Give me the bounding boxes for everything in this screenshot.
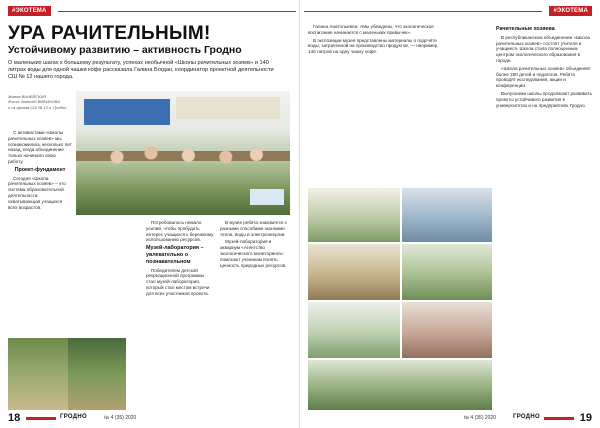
footer-accent-bar: [544, 417, 574, 420]
top-rule: [58, 11, 296, 12]
page-footer: [300, 412, 600, 424]
paragraph: Выпускники школы продолжают развивать проекты устойчивого развития в университетах и на предприятиях Гродно.: [496, 90, 592, 108]
lead-paragraph: О маленьких шагах к большому результату, успехах необычной «Школы рачительных хозяев» и 140 литрах воды для одной чашки кофе рассказала Галина Богдан, координатор проектной деятельности СШ № 12 нашего города.: [8, 60, 274, 81]
photo-sign: [250, 189, 284, 205]
author-credits: [8, 94, 72, 110]
collage-photo: [402, 302, 492, 358]
photo-collage: [308, 188, 492, 410]
paragraph: В экспозиции музея представлены материалы о подсчёте воды, затраченной на производство продуктов, — например, 140 литров на одну чашку кофе.: [308, 37, 439, 55]
students-group: [100, 133, 270, 213]
wall-poster: [84, 99, 170, 125]
footer-accent-bar: [26, 417, 56, 420]
collage-photo: [308, 244, 400, 300]
paragraph: В республиканском объединении «Школа рачительных хозяев» состоят учителя и учащиеся. Школа стала полноценным центром экологического образования в городе.: [496, 34, 590, 63]
issue-number: № 4 (35) 2020: [104, 415, 137, 421]
text-column: [146, 220, 214, 406]
collage-photo: [308, 188, 400, 242]
magazine-name: ГРОДНО: [60, 414, 87, 420]
paragraph: Сегодня «Школа рачительных хозяев» – это система образовательной деятельности, охватывающая учащихся всех возрастов.: [8, 175, 66, 210]
lab-photo: [8, 338, 68, 410]
credit-line: Фото: Алексей ВИБИНОВА: [8, 99, 60, 105]
headline: УРА РАЧИТЕЛЬНЫМ!: [8, 23, 211, 44]
page-number: 19: [579, 412, 592, 424]
group-photo: [76, 91, 290, 215]
text-column: [8, 130, 72, 336]
page-right: [300, 0, 600, 428]
magazine-name: ГРОДНО: [513, 414, 540, 420]
paragraph: Победителем детской рекреационной программы стал музей-лаборатория, который стал местом встречи для всех участников проекта.: [146, 267, 210, 296]
paragraph: В музее ребята знакомятся с разными способами экономии тепла, воды и электроэнергии.: [220, 220, 288, 237]
paragraph: С активистами «Школы рачительных хозяев» мы познакомились несколько лет назад, когда объединение только начинало свою работу.: [8, 130, 72, 164]
text-column: [308, 24, 442, 186]
paragraph: Потребовалось немало усилий, чтобы пробудить интерес учащихся к бережному использованию ресурсов.: [146, 220, 214, 243]
paragraph: Музей-лаборатория и аквариум «Агентство экологического мониторинга» помогают ученикам понять ценность природных ресурсов.: [220, 239, 287, 268]
wall-banner: [176, 97, 280, 119]
subhead: Устойчивому развитию – активность Гродно: [8, 44, 242, 56]
collage-photo: [308, 302, 400, 358]
page-footer: [0, 412, 300, 424]
text-column: [496, 24, 592, 410]
section-heading: Проект-фундамент: [14, 166, 66, 173]
paragraph: Галина Анатольевна: «Мы убеждены, что экологическое воспитание начинается с маленьких привычек».: [308, 24, 434, 35]
collage-photo: [308, 360, 492, 410]
collage-photo: [402, 188, 492, 242]
credit-line: и из архива СШ № 12 г. Гродно: [8, 104, 67, 110]
section-tag: #ЭКОТЕМА: [549, 6, 592, 16]
issue-number: № 4 (35) 2020: [463, 415, 496, 421]
plant-photo: [68, 338, 126, 410]
page-number: 18: [8, 412, 21, 424]
text-column: [220, 220, 290, 406]
section-tag: #ЭКОТЕМА: [8, 6, 51, 16]
section-heading: Музей-лаборатория – увлекательно о познавательном: [146, 245, 204, 265]
paragraph: «Школа рачительных хозяев» объединяет более 250 детей и педагогов. Ребята проводят исследования, акции и конференции.: [496, 65, 592, 89]
credit-line: Жанна ВАНЕЙСКАЯ: [8, 94, 46, 99]
section-heading: Рачительные хозяева: [496, 26, 555, 32]
collage-photo: [402, 244, 492, 300]
top-rule: [304, 11, 542, 12]
